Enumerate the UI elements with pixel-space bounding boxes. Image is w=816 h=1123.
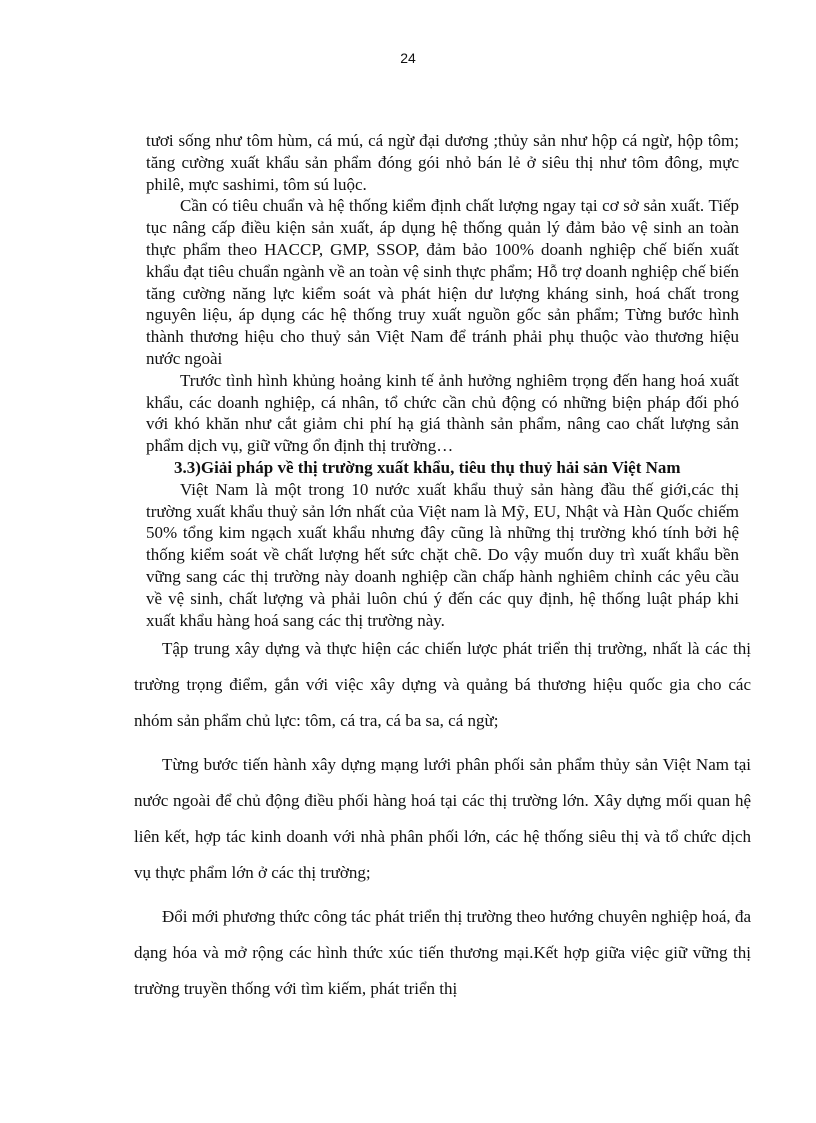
document-body (134, 130, 751, 1015)
paragraph-market-strategy: Tập trung xây dựng và thực hiện các chiến lược phát triển thị trường, nhất là các thị trường trọng điểm, gắn với việc xây dựng và quảng bá thương hiệu quốc gia cho các nhóm sản phẩm chủ lực: tôm, cá tra, cá ba sa, cá ngừ; (134, 639, 751, 731)
paragraph-trade-promotion: Đổi mới phương thức công tác phát triển thị trường theo hướng chuyên nghiệp hoá, đa dạng hóa và mở rộng các hình thức xúc tiến thương mại.Kết hợp giữa việc giữ vững thị trường truyền thống với tìm kiếm, phát triển thị (134, 907, 751, 999)
paragraph-export-products: tươi sống như tôm hùm, cá mú, cá ngừ đại dương ;thủy sản như hộp cá ngừ, hộp tôm; tăng cường xuất khẩu sản phẩm đóng gói nhỏ bán lẻ ở siêu thị như tôm đông, mực philê, mực sashimi, tôm sú luộc. (146, 131, 739, 194)
paragraph-export-markets: Việt Nam là một trong 10 nước xuất khẩu thuỷ sản hàng đầu thế giới,các thị trường xuất khẩu thuỷ sản lớn nhất của Việt nam là Mỹ, EU, Nhật và Hàn Quốc chiếm 50% tổng kim ngạch xuất khẩu nhưng đây cũng là những thị trường khó tính bởi hệ thống kiểm soát về chất lượng hết sức chặt chẽ. Do vậy muốn duy trì xuất khẩu bền vững sang các thị trường này doanh nghiệp cần chấp hành nghiêm chỉnh các yêu cầu về vệ sinh, chất lượng và phải luôn chú ý đến các quy định, hệ thống luật pháp khi xuất khẩu hàng hoá sang các thị trường này. (146, 479, 739, 630)
page-number: 24 (400, 50, 416, 66)
paragraph-quality-standards: Cần có tiêu chuẩn và hệ thống kiểm định chất lượng ngay tại cơ sở sản xuất. Tiếp tục nâng cấp điều kiện sản xuất, áp dụng hệ thống quản lý đảm bảo vệ sinh an toàn thực phẩm theo HACCP, GMP, SSOP, đảm bảo 100% doanh nghiệp chế biến xuất khẩu đạt tiêu chuẩn ngành về an toàn vệ sinh thực phẩm; Hỗ trợ doanh nghiệp chế biến tăng cường năng lực kiểm soát và phát hiện dư lượng kháng sinh, hoá chất trong nguyên liệu, áp dụng các hệ thống truy xuất nguồn gốc sản phẩm; Từng bước hình thành thương hiệu cho thuỷ sản Việt Nam để tránh phải phụ thuộc vào thương hiệu nước ngoài (146, 196, 739, 368)
dense-section (146, 130, 739, 631)
paragraph-economic-crisis: Trước tình hình khủng hoảng kinh tế ảnh hưởng nghiêm trọng đến hang hoá xuất khẩu, các doanh nghiệp, cá nhân, tổ chức cần chủ động có những biện pháp đối phó với khó khăn như cắt giảm chi phí hạ giá thành sản phẩm, nâng cao chất lượng sản phẩm dịch vụ, giữ vững ổn định thị trường… (146, 370, 739, 456)
section-heading: 3.3)Giải pháp về thị trường xuất khẩu, tiêu thụ thuỷ hải sản Việt Nam (174, 457, 681, 477)
paragraph-distribution-network: Từng bước tiến hành xây dựng mạng lưới phân phối sản phẩm thủy sản Việt Nam tại nước ngoài để chủ động điều phối hàng hoá tại các thị trường lớn. Xây dựng mối quan hệ liên kết, hợp tác kinh doanh với nhà phân phối lớn, các hệ thống siêu thị và tổ chức dịch vụ thực phẩm lớn ở các thị trường; (134, 755, 751, 883)
spaced-section (134, 631, 751, 1007)
